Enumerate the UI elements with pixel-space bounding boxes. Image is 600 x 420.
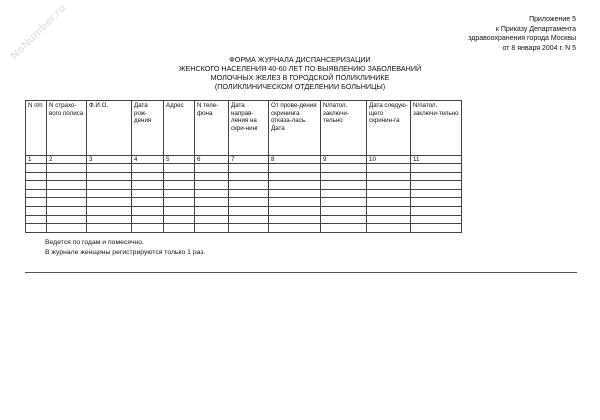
table-cell <box>269 198 321 207</box>
table-cell <box>321 181 367 190</box>
table-cell <box>26 164 47 173</box>
table-cell <box>26 206 47 215</box>
table-cell <box>229 189 269 198</box>
table-row <box>26 172 462 181</box>
table-cell <box>367 198 411 207</box>
table-cell <box>195 206 229 215</box>
journal-table <box>25 100 462 233</box>
table-cell <box>367 224 411 233</box>
note-line: Ведется по годам и помесячно. <box>45 239 144 246</box>
table-cell <box>87 189 132 198</box>
appendix-line: Приложение 5 <box>529 16 576 23</box>
table-cell <box>132 215 164 224</box>
table-cell <box>87 198 132 207</box>
column-number: 8 <box>269 156 321 164</box>
title-line: ЖЕНСКОГО НАСЕЛЕНИЯ 40-60 ЛЕТ ПО ВЫЯВЛЕНИЮ ЗАБОЛЕВАНИЙ <box>178 64 422 73</box>
watermark: NoNumber.ru <box>8 1 69 63</box>
column-number: 6 <box>195 156 229 164</box>
column-header: N страхо-вого полиса <box>47 101 87 156</box>
table-cell <box>132 172 164 181</box>
table-cell <box>229 206 269 215</box>
table-cell <box>411 206 462 215</box>
table-cell <box>87 172 132 181</box>
table-cell <box>164 198 195 207</box>
title-line: ФОРМА ЖУРНАЛА ДИСПАНСЕРИЗАЦИИ <box>229 55 371 64</box>
column-number: 3 <box>87 156 132 164</box>
table-row <box>26 215 462 224</box>
column-header: N/патол. заключи-тельно <box>321 101 367 156</box>
table-cell <box>229 215 269 224</box>
table-cell <box>195 189 229 198</box>
column-number: 1 <box>26 156 47 164</box>
table-cell <box>132 189 164 198</box>
table-cell <box>367 181 411 190</box>
table-cell <box>269 181 321 190</box>
table-cell <box>47 215 87 224</box>
column-header: Дата направ-ления на скри-нинг <box>229 101 269 156</box>
table-cell <box>132 198 164 207</box>
table-row <box>26 206 462 215</box>
table-cell <box>47 206 87 215</box>
table-cell <box>321 189 367 198</box>
column-header: Ф.И.О. <box>87 101 132 156</box>
table-cell <box>47 181 87 190</box>
table-cell <box>87 215 132 224</box>
table-cell <box>269 189 321 198</box>
table-cell <box>87 164 132 173</box>
table-cell <box>132 206 164 215</box>
table-cell <box>195 181 229 190</box>
table-cell <box>269 224 321 233</box>
table-cell <box>269 172 321 181</box>
note-line: В журнале женщины регистрируются только 1 раз. <box>45 249 206 256</box>
notes <box>45 238 205 258</box>
table-cell <box>411 215 462 224</box>
title-line: МОЛОЧНЫХ ЖЕЛЕЗ В ГОРОДСКОЙ ПОЛИКЛИНИКЕ <box>210 73 390 82</box>
table-cell <box>269 206 321 215</box>
title-line: (ПОЛИКЛИНИЧЕСКОМ ОТДЕЛЕНИИ БОЛЬНИЦЫ) <box>214 82 386 91</box>
table-cell <box>229 198 269 207</box>
table-cell <box>195 215 229 224</box>
table-cell <box>164 206 195 215</box>
table-cell <box>195 164 229 173</box>
table-cell <box>411 224 462 233</box>
table-cell <box>132 224 164 233</box>
appendix-line: от 8 января 2004 г. N 5 <box>502 44 576 52</box>
horizontal-rule <box>25 272 577 273</box>
table-cell <box>47 224 87 233</box>
table-cell <box>229 172 269 181</box>
table-cell <box>411 164 462 173</box>
column-number: 4 <box>132 156 164 164</box>
table-cell <box>47 189 87 198</box>
table-cell <box>26 172 47 181</box>
column-header: От прове-дения скрининга отказа-лась. Дата <box>269 101 321 156</box>
appendix-line: здравоохранения города Москвы <box>468 35 576 42</box>
table-cell <box>269 164 321 173</box>
column-number: 11 <box>411 156 462 164</box>
column-header: Дата рож-дения <box>132 101 164 156</box>
table-row <box>26 164 462 173</box>
table-cell <box>229 224 269 233</box>
table-cell <box>132 164 164 173</box>
table-cell <box>229 164 269 173</box>
column-header: N/патол. заключи-тельно <box>411 101 462 156</box>
table-row <box>26 198 462 207</box>
table-cell <box>87 224 132 233</box>
table-cell <box>164 215 195 224</box>
table-cell <box>367 189 411 198</box>
table-cell <box>26 181 47 190</box>
table-cell <box>411 181 462 190</box>
table-cell <box>164 189 195 198</box>
document-title <box>150 55 450 91</box>
table-cell <box>87 206 132 215</box>
table-cell <box>164 181 195 190</box>
column-number: 5 <box>164 156 195 164</box>
table-cell <box>132 181 164 190</box>
table-cell <box>367 164 411 173</box>
table-cell <box>47 164 87 173</box>
table-cell <box>26 215 47 224</box>
table-cell <box>367 172 411 181</box>
appendix-reference <box>468 15 576 53</box>
table-cell <box>164 172 195 181</box>
table-cell <box>321 198 367 207</box>
table-cell <box>321 206 367 215</box>
table-cell <box>229 181 269 190</box>
table-cell <box>321 215 367 224</box>
table-cell <box>195 172 229 181</box>
column-number: 2 <box>47 156 87 164</box>
table-cell <box>195 198 229 207</box>
table-row <box>26 189 462 198</box>
table-cell <box>411 189 462 198</box>
table-cell <box>47 198 87 207</box>
table-cell <box>269 215 321 224</box>
table-cell <box>195 224 229 233</box>
table-cell <box>47 172 87 181</box>
table-cell <box>321 224 367 233</box>
table-cell <box>26 224 47 233</box>
table-row <box>26 181 462 190</box>
column-header: Адрес <box>164 101 195 156</box>
header-row <box>26 101 462 156</box>
column-header: N п/п <box>26 101 47 156</box>
table-cell <box>26 189 47 198</box>
table-cell <box>26 198 47 207</box>
column-number: 9 <box>321 156 367 164</box>
table-cell <box>411 172 462 181</box>
column-number-row <box>26 156 462 164</box>
table-cell <box>321 164 367 173</box>
appendix-line: к Приказу Департамента <box>495 25 576 33</box>
column-number: 10 <box>367 156 411 164</box>
table-row <box>26 224 462 233</box>
table-cell <box>164 164 195 173</box>
column-number: 7 <box>229 156 269 164</box>
column-header: Дата следую-щего скринин-га <box>367 101 411 156</box>
column-header: N теле-фона <box>195 101 229 156</box>
table-cell <box>411 198 462 207</box>
table-cell <box>164 224 195 233</box>
table-cell <box>367 206 411 215</box>
table-cell <box>367 215 411 224</box>
table-cell <box>321 172 367 181</box>
table-cell <box>87 181 132 190</box>
